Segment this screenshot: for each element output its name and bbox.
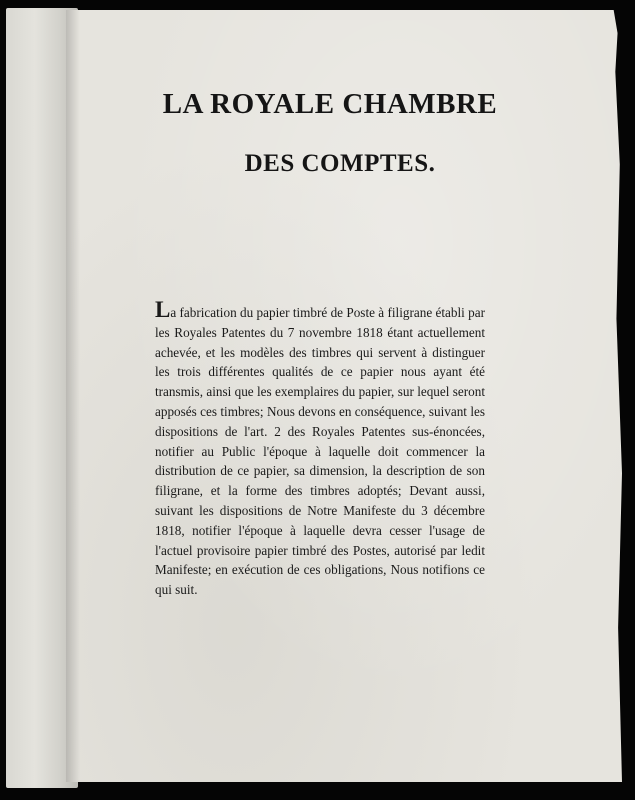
page-fold-shadow [66, 10, 80, 782]
drop-cap-initial: L [155, 297, 171, 322]
body-text: a fabrication du papier timbré de Poste à filigrane établi par les Royales Patentes du 7 novembre 1818 étant actuellement achevée, et les modèles des timbres qui servent à distinguer les trois différentes qualités de ce papier nous ayant été transmis, ainsi que les exemplaires du papier, sur lequel seront apposés ces timbres; Nous devons en conséquence, suivant les dispositions de l'art. 2 des Royales Patentes sus-énoncées, notifier au Public l'époque à laquelle doit commencer la distribution de ce papier, sa dimension, la description de son filigrane, et la forme des timbres adoptés; Devant aussi, suivant les dispositions de Notre Manifeste du 3 décembre 1818, notifier l'époque à laquelle devra cesser l'usage de l'actuel provisoire papier timbré des Postes, autorisé par ledit Manifeste; en exécution de ces obligations, Nous notifions ce qui suit. [155, 305, 485, 598]
title-line-2: DES COMPTES. [244, 150, 436, 177]
body-paragraph [155, 297, 485, 600]
title-line-1: LA ROYALE CHAMBRE [162, 88, 498, 120]
